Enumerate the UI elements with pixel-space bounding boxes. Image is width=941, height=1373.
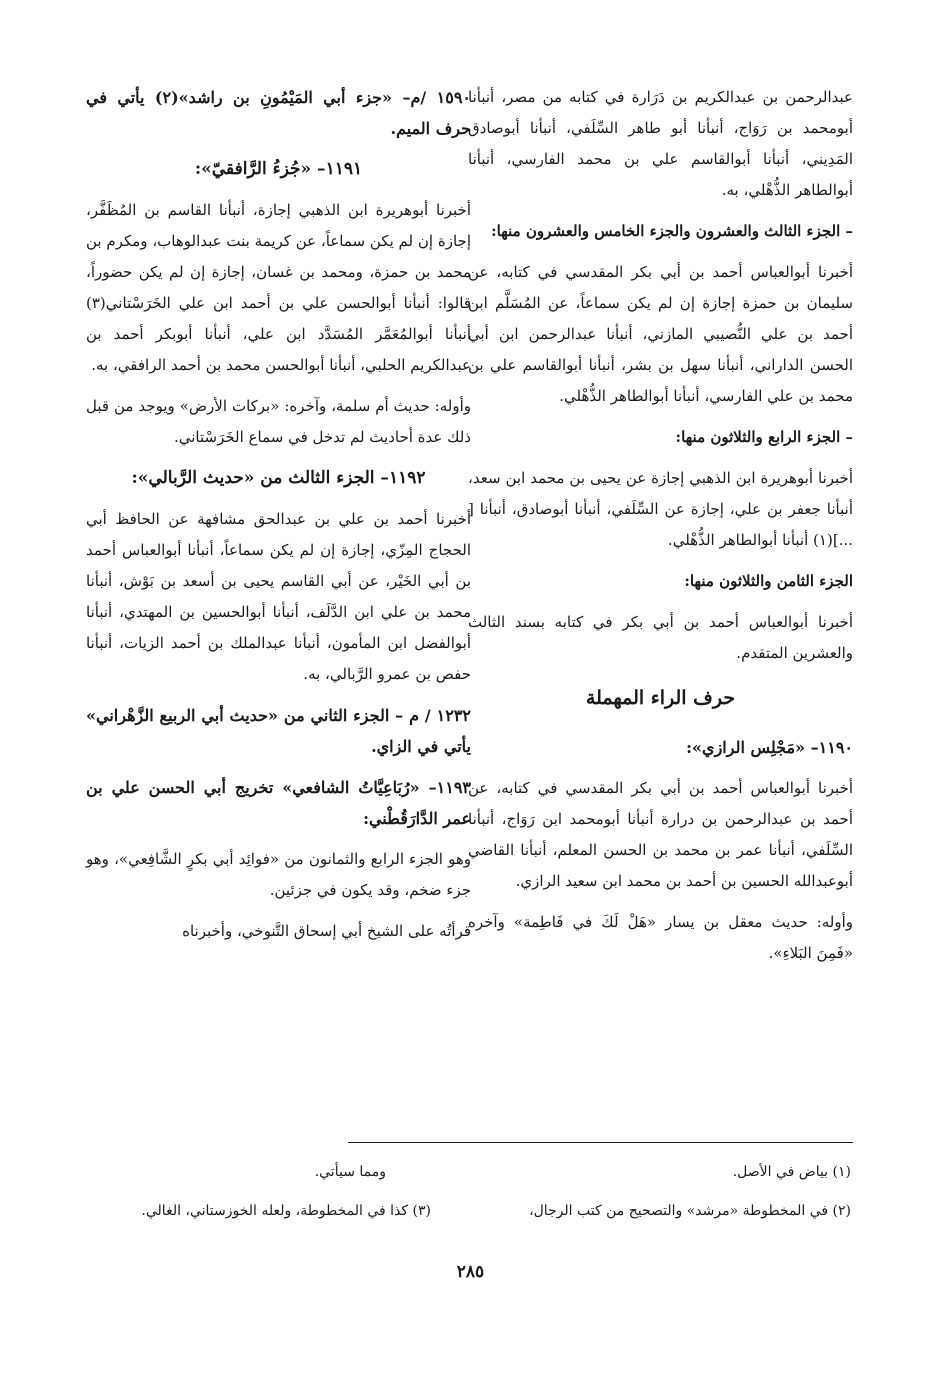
footnote-2: (٢) في المخطوطة «مرشد» والتصحيح من كتب الرجال،	[529, 1203, 851, 1219]
page-number: ٢٨٥	[456, 1262, 485, 1282]
right-para-9: أخبرنا أبوالعباس أحمد بن أبي بكر المقدسي في كتابه، عن أحمد بن عبدالرحمن بن درارة أنبأنا أبومحمد ابن رَوَاج، أنبأنا السِّلَفي، أنبأنا عمر بن محمد بن الحسن المعلم، أنبأنا القاضي أبوعبدالله الحسين بن أحمد بن محمد ابن سعيد الرازي.	[468, 779, 853, 890]
entry-heading-1590: ١٥٩٠ /م– «جزء أبي المَيْمُونِ بن راشد»(٢) يأتي في حرف الميم.	[86, 88, 471, 138]
left-para-5: أخبرنا أحمد بن علي بن عبدالحق مشافهة عن الحافظ أبي الحجاج المِزّي، إجازة إن لم يكن سماعاً، أنبأنا أبوالعباس أحمد بن أبي الخَيْر، عن أبي القاسم يحيى بن أسعد بن بَوْش، أنبأنا محمد بن علي ابن الدَّلَف، أنبأنا أبوالحسين بن المهتدي، أنبأنا أبوالفضل ابن المأمون، أنبأنا عبدالملك بن أحمد الزيات، أنبأنا حفص بن عمرو الرَّبالي، به.	[86, 510, 471, 683]
entry-heading-1190: ١١٩٠– «مَجْلِس الرازي»:	[686, 738, 853, 757]
left-para-9: قرأتُه على الشيخ أبي إسحاق التَّنوخي، وأخبرناه	[182, 922, 471, 940]
entry-heading-1192: ١١٩٢– الجزء الثالث من «حديث الرَّبالي»:	[131, 468, 426, 488]
footnote-divider	[348, 1142, 853, 1143]
left-column	[86, 82, 471, 957]
right-para-0: عبدالرحمن بن عبدالكريم بن دَرَارة في كتابه من مصر، أنبأنا أبومحمد بن رَوَاج، أنبأنا أبو طاهر السِّلَفي، أنبأنا أبوصادق المَدِيني، أنبأنا أبوالقاسم علي بن محمد الفارسي، أنبأنا أبوالطاهر الذُّهْلي، به.	[468, 88, 853, 199]
right-para-6: أخبرنا أبوالعباس أحمد بن أبي بكر في كتابه بسند الثالث والعشرين المتقدم.	[468, 613, 853, 662]
right-para-4: أخبرنا أبوهريرة ابن الذهبي إجازة عن يحيى بن محمد ابن سعد، أنبأنا جعفر بن علي، إجازة عن السِّلَفي، أنبأنا أبوصادق، أنبأنا [ ...](١) أنبأنا أبوالطاهر الذُّهْلي.	[468, 469, 853, 549]
section-title: حرف الراء المهملة	[585, 687, 736, 709]
entry-heading-1232: ١٢٣٢ / م – الجزء الثاني من «حديث أبي الربيع الزَّهْراني» يأتي في الزاي.	[86, 706, 472, 756]
right-column	[468, 82, 853, 979]
right-subheading-3: – الجزء الرابع والثلاثون منها:	[675, 428, 853, 446]
right-para-10: وأوله: حديث معقل بن يسار «هَلْ لَكَ في فَاطِمة» وآخره «فَمِنَ البَلاءِ».	[468, 913, 853, 962]
footnote-3: (٣) كذا في المخطوطة، ولعله الخوزستاني، الغالي.	[141, 1203, 431, 1219]
entry-heading-1193: ١١٩٣– «رُبَاعِيَّاتُ الشافعي» تخريج أبي الحسن علي بن عمر الدَّارَقُطْني:	[86, 778, 471, 828]
footnote-1: (١) بياض في الأصل.	[732, 1164, 851, 1180]
right-para-2: أخبرنا أبوالعباس أحمد بن أبي بكر المقدسي في كتابه، عن سليمان بن حمزة إجازة إن لم يكن سماعاً، عن المُسَلَّم ابن أحمد بن علي النُّصيبي المازني، أنبأنا عبدالرحمن ابن أبي الحسن الداراني، أنبأنا سهل بن بشر، أنبأنا أبوالقاسم علي بن محمد بن علي الفارسي، أنبأنا أبوالطاهر الذُّهْلي.	[468, 263, 853, 405]
left-para-8: وهو الجزء الرابع والثمانون من «فوائِد أبي بكرٍ الشَّافِعي»، وهو جزء ضخم، وقد يكون في جزئين.	[86, 850, 471, 899]
right-subheading-5: الجزء الثامن والثلاثون منها:	[684, 572, 853, 590]
left-para-3: وأوله: حديث أم سلمة، وآخره: «بركات الأرض» ويوجد من قبل ذلك عدة أحاديث لم تدخل في سماع الخَرَسْتاني.	[86, 397, 471, 446]
entry-heading-1191: ١١٩١– «جُزءُ الرَّافقيّ»:	[194, 159, 363, 179]
footnote-2-continuation: ومما سيأتي.	[314, 1164, 386, 1180]
left-para-2: أخبرنا أبوهريرة ابن الذهبي إجازة، أنبأنا القاسم بن المُظَفَّر، إجازة إن لم يكن سماعاً، عن كريمة بنت عبدالوهاب، ومكرم بن محمد بن حمزة، ومحمد بن غسان، إجازة إن لم يكن حضوراً، قالوا: أنبأنا أبوالحسن علي بن أحمد ابن علي الخَرَسْتاني(٣) أنبأنا أبوالمُعَمَّر المُسَدَّد ابن علي، أنبأنا أبوبكر أحمد بن عبدالكريم الحلبي، أنبأنا أبوالحسن محمد بن أحمد الرافقي، به.	[86, 201, 471, 374]
right-subheading-1: – الجزء الثالث والعشرون والجزء الخامس والعشرون منها:	[491, 222, 853, 240]
